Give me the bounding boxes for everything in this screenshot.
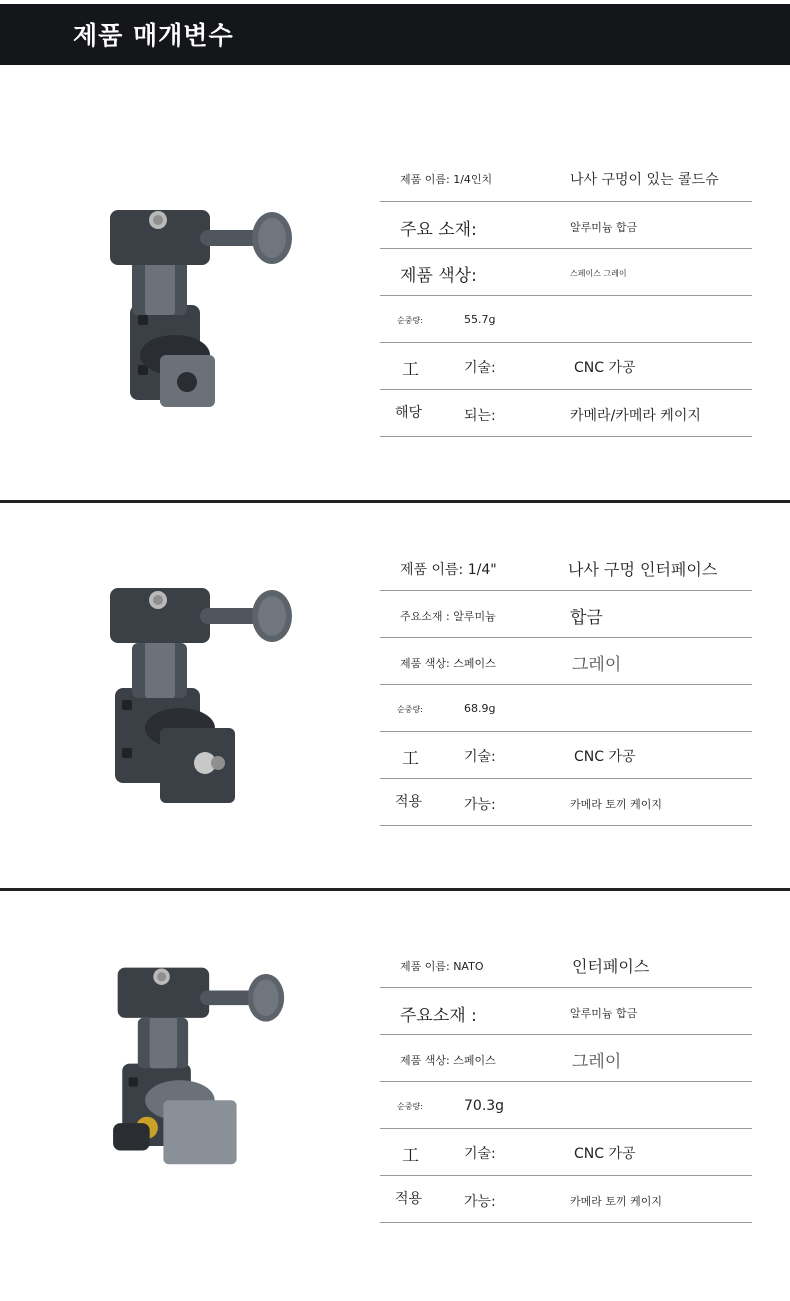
spec-row-name: 제품 이름: 1/4인치 나사 구멍이 있는 콜드슈 <box>380 155 752 202</box>
page-title: 제품 매개변수 <box>73 21 234 50</box>
cold-shoe-mount-image <box>100 205 300 420</box>
spec-row-weight: 순중량: 55.7g <box>380 296 752 343</box>
spec-row-material: 주요소재 : 알루미늄 합금 <box>380 591 752 638</box>
spec-table-2 <box>380 544 752 826</box>
spec-row-color: 제품 색상: 스페이스 그레이 <box>380 249 752 296</box>
screw-mount-image <box>100 588 300 803</box>
spec-row-weight: 순중량: 70.3g <box>380 1082 752 1129</box>
nato-mount-image <box>100 963 300 1178</box>
spec-row-name: 제품 이름: NATO 인터페이스 <box>380 941 752 988</box>
spec-row-tech: 工 기술: CNC 가공 <box>380 1129 752 1176</box>
section-divider <box>0 500 790 503</box>
spec-row-color: 제품 색상: 스페이스 그레이 <box>380 1035 752 1082</box>
spec-row-weight: 순중량: 68.9g <box>380 685 752 732</box>
spec-row-material: 주요 소재: 알루미늄 합금 <box>380 202 752 249</box>
spec-row-material: 주요소재 : 알루미늄 합금 <box>380 988 752 1035</box>
spec-row-compat: 적용 가능: 카메라 토끼 케이지 <box>380 1176 752 1223</box>
spec-row-color: 제품 색상: 스페이스 그레이 <box>380 638 752 685</box>
spec-table-1 <box>380 155 752 437</box>
spec-row-compat: 적용 가능: 카메라 토끼 케이지 <box>380 779 752 826</box>
spec-table-3 <box>380 941 752 1223</box>
spec-row-tech: 工 기술: CNC 가공 <box>380 343 752 390</box>
section-divider <box>0 888 790 891</box>
page-header <box>0 4 790 65</box>
spec-row-tech: 工 기술: CNC 가공 <box>380 732 752 779</box>
spec-row-name: 제품 이름: 1/4" 나사 구멍 인터페이스 <box>380 544 752 591</box>
spec-row-compat: 해당 되는: 카메라/카메라 케이지 <box>380 390 752 437</box>
